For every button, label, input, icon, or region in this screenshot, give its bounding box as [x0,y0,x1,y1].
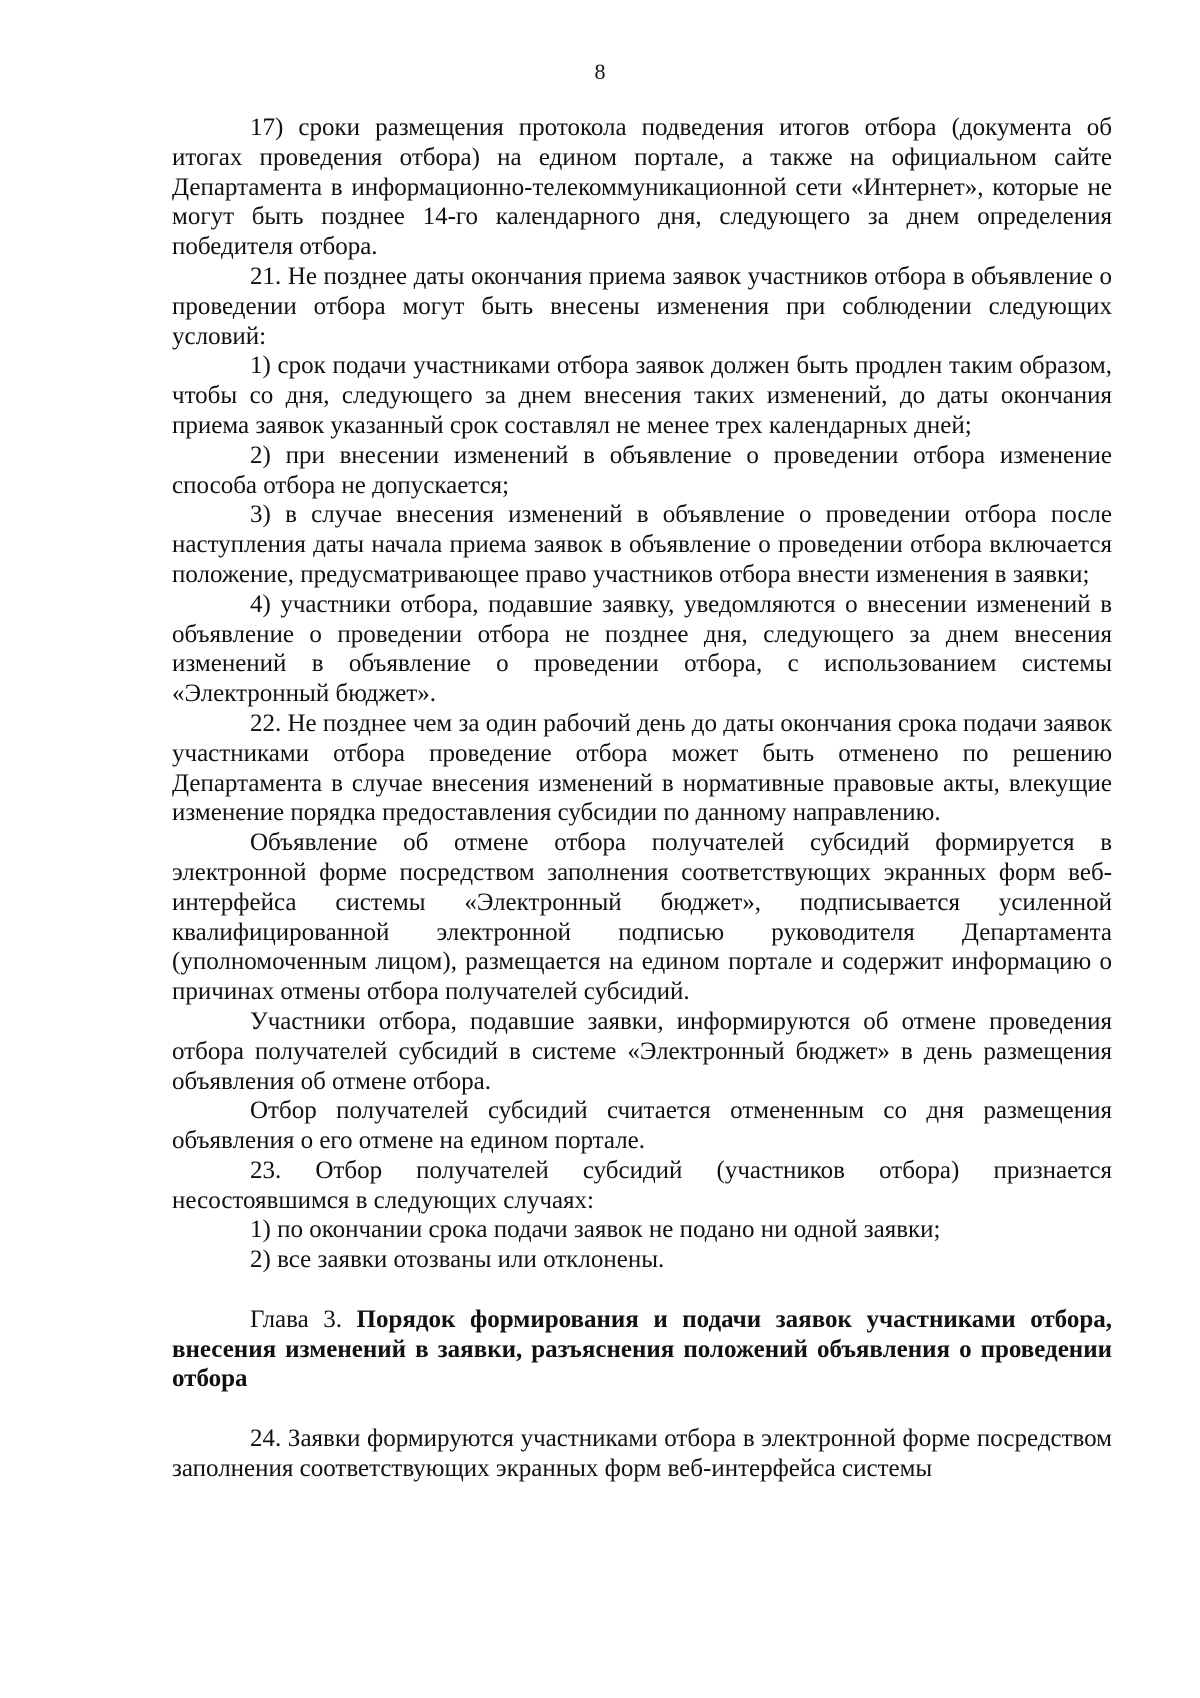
chapter-prefix: Глава 3. [250,1305,357,1333]
chapter-heading [172,1305,1112,1394]
paragraph-condition-2: 2) при внесении изменений в объявление о проведении отбора изменение способа отбора не допускается; [172,441,1112,499]
paragraph-participants-informed: Участники отбора, подавшие заявки, информируются об отмене проведения отбора получателей субсидий в системе «Электронный бюджет» в день размещения объявления об отмене отбора. [172,1007,1112,1095]
paragraph-case-2: 2) все заявки отозваны или отклонены. [250,1246,665,1274]
document-body [172,113,1112,1484]
paragraph-clause-24: 24. Заявки формируются участниками отбора в электронной форме посредством заполнения соответствующих экранных форм веб-интерфейса системы [172,1425,1112,1482]
chapter-title: Порядок формирования и подачи заявок участниками отбора, внесения изменений в заявки, разъяснения положений объявления о проведении отбора [172,1305,1113,1393]
paragraph-case-1: 1) по окончании срока подачи заявок не подано ни одной заявки; [250,1216,941,1244]
paragraph-condition-4: 4) участники отбора, подавшие заявку, уведомляются о внесении изменений в объявление о проведении отбора не позднее дня, следующего за днем внесения изменений в объявление о проведении отбора, с использованием системы «Электронный бюджет». [172,590,1112,708]
paragraph-clause-23: 23. Отбор получателей субсидий (участников отбора) признается несостоявшимся в следующих случаях: [172,1156,1112,1214]
paragraph-cancellation-notice: Объявление об отмене отбора получателей субсидий формируется в электронной форме посредством заполнения соответствующих экранных форм веб-интерфейса системы «Электронный бюджет», подписывается усиленной квалифицированной электронной подписью руководителя Департамента (уполномоченным лицом), размещается на едином портале и содержит информацию о причинах отмены отбора получателей субсидий. [172,829,1112,1006]
paragraph-clause-21: 21. Не позднее даты окончания приема заявок участников отбора в объявление о проведении отбора могут быть внесены изменения при соблюдении следующих условий: [172,262,1112,350]
paragraph-condition-1: 1) срок подачи участниками отбора заявок должен быть продлен таким образом, чтобы со дня, следующего за днем внесения таких изменений, до даты окончания приема заявок указанный срок составлял не менее трех календарных дней; [172,352,1112,439]
paragraph-cancellation-effective: Отбор получателей субсидий считается отмененным со дня размещения объявления о его отмене на едином портале. [172,1097,1112,1155]
paragraph-condition-3: 3) в случае внесения изменений в объявление о проведении отбора после наступления даты начала приема заявок в объявление о проведении отбора включается положение, предусматривающее право участников отбора внести изменения в заявки; [172,501,1112,588]
paragraph-clause-22: 22. Не позднее чем за один рабочий день до даты окончания срока подачи заявок участниками отбора проведение отбора может быть отменено по решению Департамента в случае внесения изменений в нормативные правовые акты, влекущие изменение порядка предоставления субсидии по данному направлению. [172,709,1112,827]
page-number: 8 [594,59,606,84]
paragraph-item-17: 17) сроки размещения протокола подведения итогов отбора (документа об итогах проведения отбора) на едином портале, а также на официальном сайте Департамента в информационно-телекоммуникационной сети «Интернет», которые не могут быть позднее 14-го календарного дня, следующего за днем определения победителя отбора. [172,114,1112,261]
